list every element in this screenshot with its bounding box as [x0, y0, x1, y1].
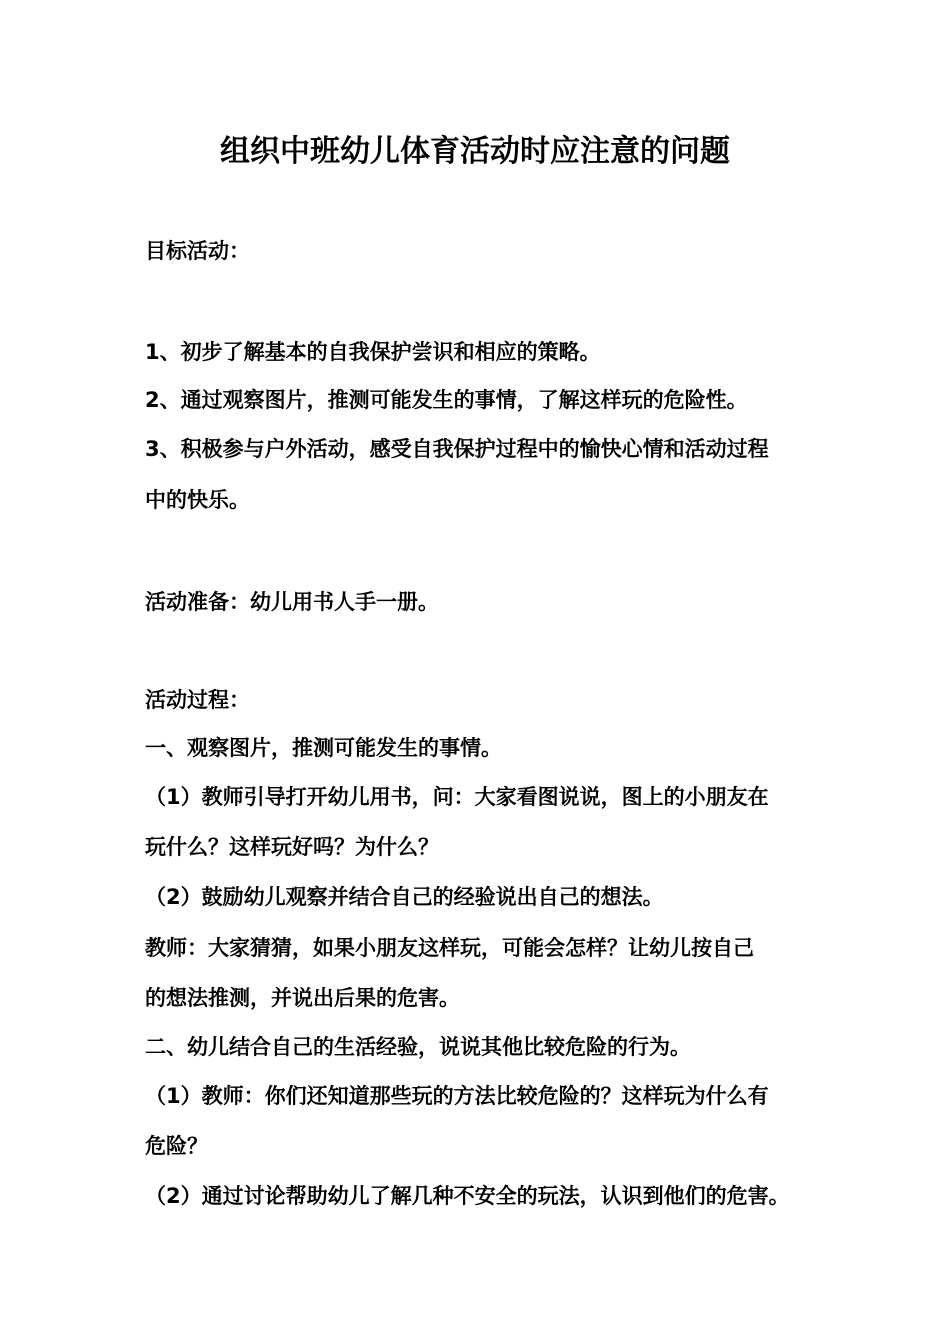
paragraph-line: （2）鼓励幼儿观察并结合自己的经验说出自己的想法。	[145, 885, 664, 909]
section-heading-goals: 目标活动：	[145, 239, 250, 263]
paragraph-line: 玩什么？这样玩好吗？为什么？	[145, 835, 439, 859]
paragraph-line: （2）通过讨论帮助幼儿了解几种不安全的玩法，认识到他们的危害。	[145, 1184, 790, 1208]
paragraph-line: 的想法推测，并说出后果的危害。	[145, 986, 460, 1010]
paragraph-line: 3、积极参与户外活动，感受自我保护过程中的愉快心情和活动过程	[145, 437, 769, 461]
document-title: 组织中班幼儿体育活动时应注意的问题	[220, 134, 730, 169]
paragraph-line: 1、初步了解基本的自我保护尝识和相应的策略。	[145, 340, 601, 364]
paragraph-line: 教师：大家猜猜，如果小朋友这样玩，可能会怎样？让幼儿按自己	[145, 936, 754, 960]
section-heading-preparation: 活动准备：幼儿用书人手一册。	[145, 590, 439, 614]
paragraph-line: 危险？	[145, 1134, 208, 1158]
paragraph-line: 2、通过观察图片，推测可能发生的事情，了解这样玩的危险性。	[145, 388, 748, 412]
paragraph-line: 二、幼儿结合自己的生活经验，说说其他比较危险的行为。	[145, 1035, 691, 1059]
paragraph-line: 一、观察图片，推测可能发生的事情。	[145, 736, 502, 760]
section-heading-process: 活动过程：	[145, 688, 250, 712]
paragraph-line: （1）教师引导打开幼儿用书，问：大家看图说说，图上的小朋友在	[145, 785, 769, 809]
paragraph-line: （1）教师：你们还知道那些玩的方法比较危险的？这样玩为什么有	[145, 1084, 769, 1108]
paragraph-line: 中的快乐。	[145, 488, 250, 512]
